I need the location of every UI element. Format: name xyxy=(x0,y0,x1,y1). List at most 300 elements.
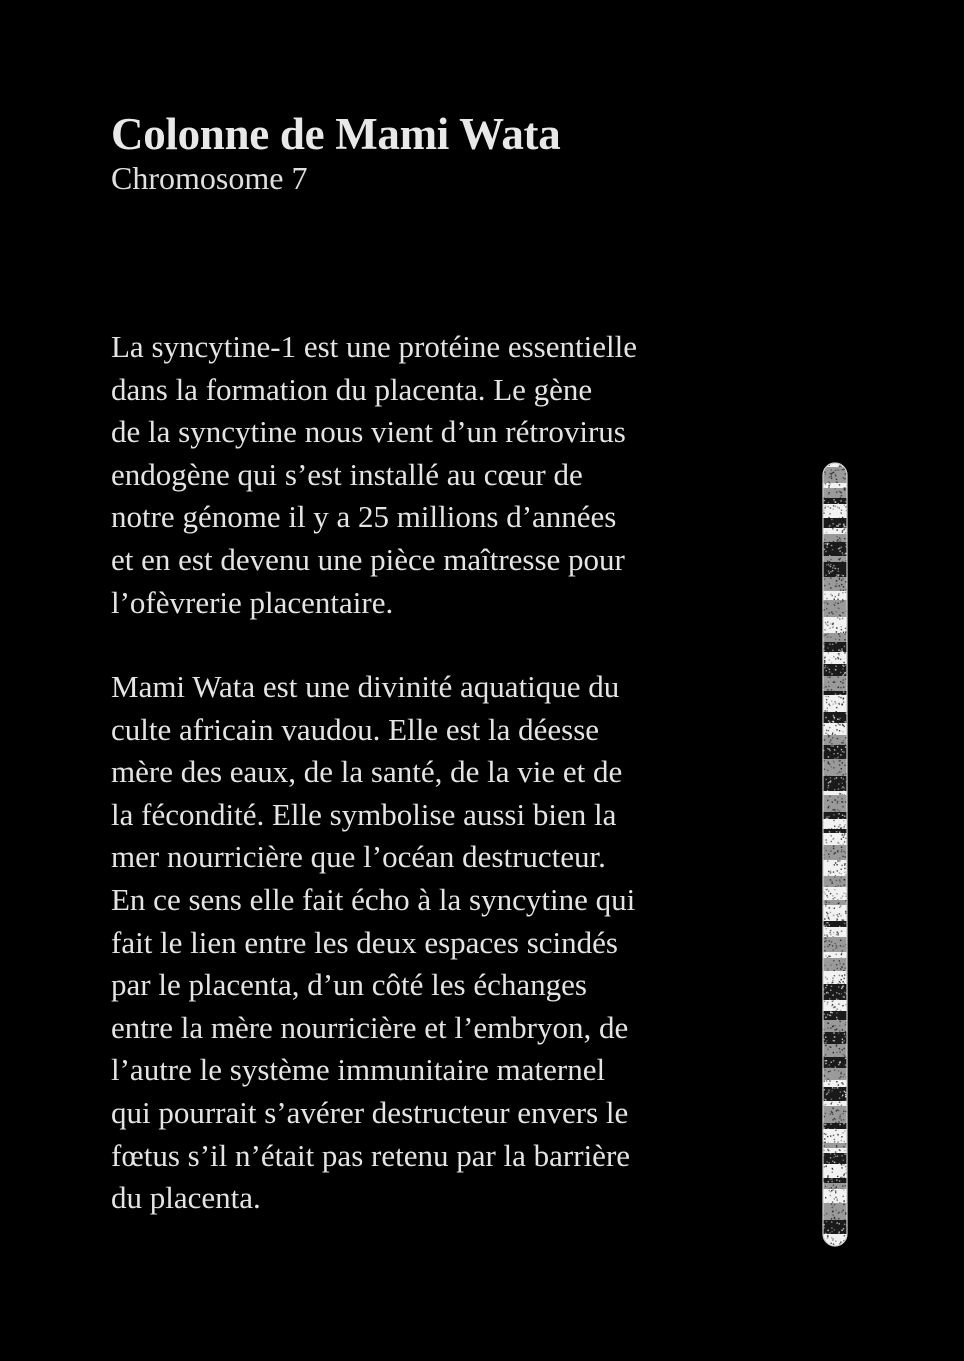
chromosome-speckle xyxy=(835,1122,836,1123)
chromosome-speckle xyxy=(836,586,837,587)
chromosome-speckle xyxy=(837,1104,838,1105)
chromosome-speckle xyxy=(834,1187,835,1188)
chromosome-speckle xyxy=(844,992,845,993)
chromosome-speckle xyxy=(841,869,842,870)
chromosome-speckle xyxy=(828,564,829,565)
chromosome-speckle xyxy=(831,1099,832,1100)
chromosome-speckle xyxy=(838,757,839,758)
chromosome-speckle xyxy=(835,475,836,476)
chromosome-speckle xyxy=(839,926,840,927)
chromosome-speckle xyxy=(845,1094,846,1095)
chromosome-speckle xyxy=(839,466,840,467)
chromosome-speckle xyxy=(823,760,824,761)
chromosome-speckle xyxy=(825,634,826,635)
chromosome-speckle xyxy=(832,627,833,628)
chromosome-speckle xyxy=(830,912,831,913)
chromosome-speckle xyxy=(837,914,838,915)
chromosome-band xyxy=(823,1129,847,1143)
chromosome-speckle xyxy=(828,785,829,786)
chromosome-speckle xyxy=(827,1230,828,1231)
chromosome-speckle xyxy=(839,730,840,731)
chromosome-speckle xyxy=(831,1187,832,1188)
chromosome-speckle xyxy=(844,923,845,924)
chromosome-speckle xyxy=(840,659,841,660)
chromosome-speckle xyxy=(830,872,831,873)
chromosome-speckle xyxy=(836,1110,837,1111)
chromosome-speckle xyxy=(842,682,843,683)
chromosome-speckle xyxy=(843,1228,844,1229)
chromosome-speckle xyxy=(831,841,832,842)
chromosome-speckle xyxy=(833,970,834,971)
chromosome-speckle xyxy=(843,1040,844,1041)
chromosome-speckle xyxy=(838,723,839,724)
chromosome-speckle xyxy=(824,585,825,586)
paragraph-mami-wata xyxy=(111,666,701,1220)
chromosome-speckle xyxy=(840,672,841,673)
chromosome-speckle xyxy=(833,898,834,899)
chromosome-speckle xyxy=(838,826,839,827)
chromosome-speckle xyxy=(835,693,836,694)
chromosome-speckle xyxy=(839,704,840,705)
chromosome-speckle xyxy=(830,571,831,572)
chromosome-speckle xyxy=(839,1025,840,1026)
chromosome-speckle xyxy=(835,666,836,667)
chromosome-speckle xyxy=(828,652,829,653)
chromosome-speckle xyxy=(827,982,828,983)
chromosome-speckle xyxy=(842,651,843,652)
chromosome-speckle xyxy=(840,500,841,501)
text-line: culte africain vaudou. Elle est la déesse xyxy=(111,711,600,747)
chromosome-speckle xyxy=(826,886,827,887)
chromosome-speckle xyxy=(842,783,843,784)
chromosome-speckle xyxy=(839,860,840,861)
chromosome-speckle xyxy=(828,543,829,544)
chromosome-speckle xyxy=(830,879,831,880)
chromosome-band xyxy=(823,617,847,633)
text-line: La syncytine-1 est une protéine essentielle xyxy=(111,329,637,364)
chromosome-speckle xyxy=(838,595,839,596)
chromosome-speckle xyxy=(839,902,840,903)
chromosome-speckle xyxy=(824,1227,825,1228)
text-line: dans la formation du placenta. Le gène xyxy=(111,371,593,407)
chromosome-speckle xyxy=(844,553,845,554)
chromosome-speckle xyxy=(833,703,834,704)
chromosome-speckle xyxy=(844,488,845,489)
chromosome-speckle xyxy=(841,801,842,802)
chromosome-speckle xyxy=(833,838,834,839)
chromosome-speckle xyxy=(841,979,842,980)
chromosome-speckle xyxy=(842,1076,843,1077)
chromosome-speckle xyxy=(841,849,842,850)
chromosome-speckle xyxy=(826,1080,827,1081)
chromosome-speckle xyxy=(825,551,826,552)
chromosome-speckle xyxy=(828,756,829,757)
chromosome-speckle xyxy=(828,782,829,783)
chromosome-speckle xyxy=(832,1087,833,1088)
chromosome-speckle xyxy=(839,764,840,765)
chromosome-speckle xyxy=(825,955,826,956)
chromosome-speckle xyxy=(833,715,834,716)
chromosome-speckle xyxy=(838,1033,839,1034)
chromosome-speckle xyxy=(830,1153,831,1154)
chromosome-speckle xyxy=(832,1107,833,1108)
chromosome-speckle xyxy=(840,590,841,591)
chromosome-speckle xyxy=(831,519,832,520)
chromosome-speckle xyxy=(837,657,838,658)
chromosome-speckle xyxy=(830,577,831,578)
chromosome-speckle xyxy=(841,931,842,932)
chromosome-speckle xyxy=(831,1221,832,1222)
chromosome-speckle xyxy=(833,820,834,821)
chromosome-speckle xyxy=(839,523,840,524)
chromosome-speckle xyxy=(826,850,827,851)
chromosome-speckle xyxy=(841,626,842,627)
text-line: du placenta. xyxy=(111,1180,261,1216)
chromosome-speckle xyxy=(828,875,829,876)
chromosome-speckle xyxy=(843,586,844,587)
chromosome-speckle xyxy=(835,669,836,670)
chromosome-speckle xyxy=(836,864,837,865)
chromosome-speckle xyxy=(830,851,831,852)
chromosome-speckle xyxy=(825,474,826,475)
chromosome-speckle xyxy=(838,1218,839,1219)
chromosome-speckle xyxy=(839,810,840,811)
chromosome-speckle xyxy=(824,1133,825,1134)
chromosome-speckle xyxy=(841,865,842,866)
chromosome-speckle xyxy=(839,484,840,485)
chromosome-speckle xyxy=(830,1113,831,1114)
chromosome-speckle xyxy=(835,862,836,863)
chromosome-speckle xyxy=(830,594,831,595)
chromosome-speckle xyxy=(829,907,830,908)
chromosome-speckle xyxy=(824,1138,825,1139)
chromosome-speckle xyxy=(837,506,838,507)
chromosome-speckle xyxy=(844,872,845,873)
chromosome-speckle xyxy=(843,1123,844,1124)
chromosome-speckle xyxy=(839,618,840,619)
chromosome-speckle xyxy=(841,512,842,513)
chromosome-speckle xyxy=(839,858,840,859)
chromosome-speckle xyxy=(844,464,845,465)
chromosome-speckle xyxy=(842,1113,843,1114)
chromosome-speckle xyxy=(838,649,839,650)
chromosome-band xyxy=(823,1011,847,1020)
chromosome-speckle xyxy=(834,749,835,750)
chromosome-speckle xyxy=(839,975,840,976)
chromosome-speckle xyxy=(824,549,825,550)
chromosome-speckle xyxy=(831,473,832,474)
chromosome-speckle xyxy=(826,779,827,780)
chromosome-speckle xyxy=(832,1119,833,1120)
chromosome-speckle xyxy=(836,1017,837,1018)
chromosome-speckle xyxy=(837,809,838,810)
chromosome-speckle xyxy=(827,748,828,749)
chromosome-speckle xyxy=(841,851,842,852)
chromosome-speckle xyxy=(836,777,837,778)
chromosome-speckle xyxy=(843,701,844,702)
chromosome-speckle xyxy=(838,861,839,862)
chromosome-speckle xyxy=(832,1161,833,1162)
chromosome-speckle xyxy=(838,1084,839,1085)
chromosome-speckle xyxy=(844,1235,845,1236)
chromosome-speckle xyxy=(840,650,841,651)
chromosome-speckle xyxy=(844,1177,845,1178)
chromosome-speckle xyxy=(830,559,831,560)
text-line: notre génome il y a 25 millions d’années xyxy=(111,499,617,535)
chromosome-speckle xyxy=(831,611,832,612)
chromosome-speckle xyxy=(845,543,846,544)
text-line: qui pourrait s’avérer destructeur envers le xyxy=(111,1094,629,1130)
chromosome-speckle xyxy=(839,981,840,982)
chromosome-speckle xyxy=(837,1142,838,1143)
paragraph-syncytine xyxy=(111,326,701,624)
chromosome-speckle xyxy=(825,893,826,894)
chromosome-band xyxy=(823,759,847,776)
chromosome-speckle xyxy=(844,765,845,766)
chromosome-speckle xyxy=(831,1243,832,1244)
chromosome-speckle xyxy=(843,662,844,663)
chromosome-speckle xyxy=(828,1090,829,1091)
chromosome-speckle xyxy=(832,882,833,883)
chromosome-speckle xyxy=(842,1132,843,1133)
chromosome-speckle xyxy=(824,507,825,508)
chromosome-speckle xyxy=(835,800,836,801)
chromosome-speckle xyxy=(833,505,834,506)
chromosome-speckle xyxy=(826,1165,827,1166)
chromosome-speckle xyxy=(836,1045,837,1046)
chromosome-speckle xyxy=(831,1102,832,1103)
chromosome-speckle xyxy=(827,1049,828,1050)
chromosome-speckle xyxy=(830,934,831,935)
chromosome-speckle xyxy=(833,565,834,566)
chromosome-speckle xyxy=(827,800,828,801)
chromosome-speckle xyxy=(837,968,838,969)
chromosome-speckle xyxy=(841,1105,842,1106)
chromosome-speckle xyxy=(843,835,844,836)
chromosome-speckle xyxy=(824,950,825,951)
chromosome-speckle xyxy=(838,813,839,814)
chromosome-speckle xyxy=(836,492,837,493)
chromosome-speckle xyxy=(840,885,841,886)
chromosome-speckle xyxy=(842,592,843,593)
chromosome-speckle xyxy=(843,920,844,921)
chromosome-speckle xyxy=(828,686,829,687)
chromosome-speckle xyxy=(826,895,827,896)
chromosome-speckle xyxy=(829,1179,830,1180)
chromosome-speckle xyxy=(827,787,828,788)
chromosome-speckle xyxy=(828,891,829,892)
chromosome-speckle xyxy=(836,1179,837,1180)
chromosome-speckle xyxy=(833,1238,834,1239)
chromosome-speckle xyxy=(824,946,825,947)
chromosome-speckle xyxy=(824,471,825,472)
chromosome-speckle xyxy=(841,953,842,954)
chromosome-speckle xyxy=(840,945,841,946)
chromosome-speckle xyxy=(827,1237,828,1238)
chromosome-speckle xyxy=(835,501,836,502)
chromosome-speckle xyxy=(845,1092,846,1093)
chromosome-speckle xyxy=(840,1076,841,1077)
chromosome-speckle xyxy=(841,967,842,968)
chromosome-speckle xyxy=(828,682,829,683)
chromosome-speckle xyxy=(845,665,846,666)
chromosome-speckle xyxy=(845,553,846,554)
chromosome-speckle xyxy=(836,947,837,948)
chromosome-speckle xyxy=(840,1119,841,1120)
chromosome-speckle xyxy=(837,1087,838,1088)
chromosome-speckle xyxy=(833,1060,834,1061)
text-line: par le placenta, d’un côté les échanges xyxy=(111,967,587,1003)
chromosome-speckle xyxy=(833,1052,834,1053)
chromosome-speckle xyxy=(839,832,840,833)
chromosome-speckle xyxy=(837,842,838,843)
chromosome-speckle xyxy=(833,848,834,849)
chromosome-speckle xyxy=(833,915,834,916)
chromosome-speckle xyxy=(837,1199,838,1200)
chromosome-speckle xyxy=(835,642,836,643)
chromosome-speckle xyxy=(828,763,829,764)
chromosome-speckle xyxy=(838,525,839,526)
chromosome-speckle xyxy=(839,636,840,637)
chromosome-speckle xyxy=(831,476,832,477)
chromosome-speckle xyxy=(845,628,846,629)
chromosome-speckle xyxy=(844,868,845,869)
chromosome-speckle xyxy=(845,746,846,747)
chromosome-speckle xyxy=(844,851,845,852)
chromosome-speckle xyxy=(844,968,845,969)
chromosome-speckle xyxy=(841,1082,842,1083)
chromosome-speckle xyxy=(842,552,843,553)
chromosome-speckle xyxy=(824,594,825,595)
chromosome-speckle xyxy=(843,1204,844,1205)
chromosome-speckle xyxy=(827,1003,828,1004)
chromosome-speckle xyxy=(834,1036,835,1037)
text-line: l’ofèvrerie placentaire. xyxy=(111,584,394,620)
chromosome-speckle xyxy=(843,674,844,675)
chromosome-speckle xyxy=(834,1006,835,1007)
chromosome-speckle xyxy=(825,506,826,507)
chromosome-speckle xyxy=(831,1103,832,1104)
chromosome-speckle xyxy=(840,771,841,772)
chromosome-speckle xyxy=(842,1049,843,1050)
chromosome-speckle xyxy=(826,543,827,544)
chromosome-speckle xyxy=(842,786,843,787)
chromosome-speckle xyxy=(844,841,845,842)
chromosome-speckle xyxy=(844,529,845,530)
chromosome-speckle xyxy=(833,472,834,473)
chromosome-speckle xyxy=(843,477,844,478)
chromosome-speckle xyxy=(838,687,839,688)
chromosome-speckle xyxy=(839,639,840,640)
chromosome-speckle xyxy=(824,660,825,661)
chromosome-speckle xyxy=(842,725,843,726)
chromosome-speckle xyxy=(832,1207,833,1208)
chromosome-speckle xyxy=(843,1196,844,1197)
chromosome-speckle xyxy=(825,1054,826,1055)
chromosome-speckle xyxy=(827,603,828,604)
chromosome-speckle xyxy=(840,1177,841,1178)
chromosome-speckle xyxy=(830,1028,831,1029)
chromosome-speckle xyxy=(843,774,844,775)
chromosome-speckle xyxy=(829,483,830,484)
chromosome-speckle xyxy=(838,633,839,634)
chromosome-speckle xyxy=(830,1015,831,1016)
chromosome-speckle xyxy=(832,523,833,524)
chromosome-speckle xyxy=(843,778,844,779)
chromosome-speckle xyxy=(843,666,844,667)
chromosome-speckle xyxy=(839,537,840,538)
chromosome-speckle xyxy=(828,871,829,872)
chromosome-speckle xyxy=(827,708,828,709)
chromosome-speckle xyxy=(839,1180,840,1181)
chromosome-speckle xyxy=(827,1002,828,1003)
chromosome-speckle xyxy=(825,1099,826,1100)
chromosome-speckle xyxy=(838,783,839,784)
chromosome-band xyxy=(823,829,847,833)
chromosome-speckle xyxy=(845,1031,846,1032)
chromosome-speckle xyxy=(832,809,833,810)
text-line: et en est devenu une pièce maîtresse pour xyxy=(111,541,625,577)
chromosome-speckle xyxy=(826,710,827,711)
chromosome-speckle xyxy=(834,789,835,790)
chromosome-speckle xyxy=(831,835,832,836)
chromosome-speckle xyxy=(837,1200,838,1201)
chromosome-speckle xyxy=(824,1127,825,1128)
chromosome-speckle xyxy=(833,853,834,854)
chromosome-speckle xyxy=(836,479,837,480)
chromosome-speckle xyxy=(835,474,836,475)
chromosome-speckle xyxy=(844,978,845,979)
chromosome-speckle xyxy=(826,842,827,843)
chromosome-speckle xyxy=(831,1237,832,1238)
chromosome-speckle xyxy=(837,1222,838,1223)
chromosome-speckle xyxy=(840,491,841,492)
chromosome-band xyxy=(823,1032,847,1044)
chromosome-speckle xyxy=(825,1042,826,1043)
chromosome-speckle xyxy=(825,543,826,544)
chromosome-speckle xyxy=(841,847,842,848)
chromosome-speckle xyxy=(836,954,837,955)
chromosome-speckle xyxy=(845,546,846,547)
chromosome-speckle xyxy=(835,1130,836,1131)
chromosome-speckle xyxy=(829,750,830,751)
chromosome-speckle xyxy=(833,960,834,961)
chromosome-speckle xyxy=(824,667,825,668)
chromosome-speckle xyxy=(842,919,843,920)
chromosome-speckle xyxy=(840,539,841,540)
chromosome-speckle xyxy=(833,762,834,763)
chromosome-speckle xyxy=(827,936,828,937)
chromosome-speckle xyxy=(836,583,837,584)
chromosome-speckle xyxy=(834,1118,835,1119)
chromosome-speckle xyxy=(826,1094,827,1095)
chromosome-speckle xyxy=(844,879,845,880)
chromosome-speckle xyxy=(842,469,843,470)
chromosome-speckle xyxy=(838,1070,839,1071)
chromosome-speckle xyxy=(828,736,829,737)
chromosome-speckle xyxy=(841,584,842,585)
chromosome-speckle xyxy=(833,767,834,768)
chromosome-speckle xyxy=(825,483,826,484)
chromosome-speckle xyxy=(826,1045,827,1046)
chromosome-speckle xyxy=(825,900,826,901)
chromosome-speckle xyxy=(842,975,843,976)
chromosome-speckle xyxy=(844,478,845,479)
chromosome-speckle xyxy=(833,1244,834,1245)
chromosome-speckle xyxy=(842,794,843,795)
chromosome-speckle xyxy=(838,818,839,819)
chromosome-speckle xyxy=(845,1036,846,1037)
